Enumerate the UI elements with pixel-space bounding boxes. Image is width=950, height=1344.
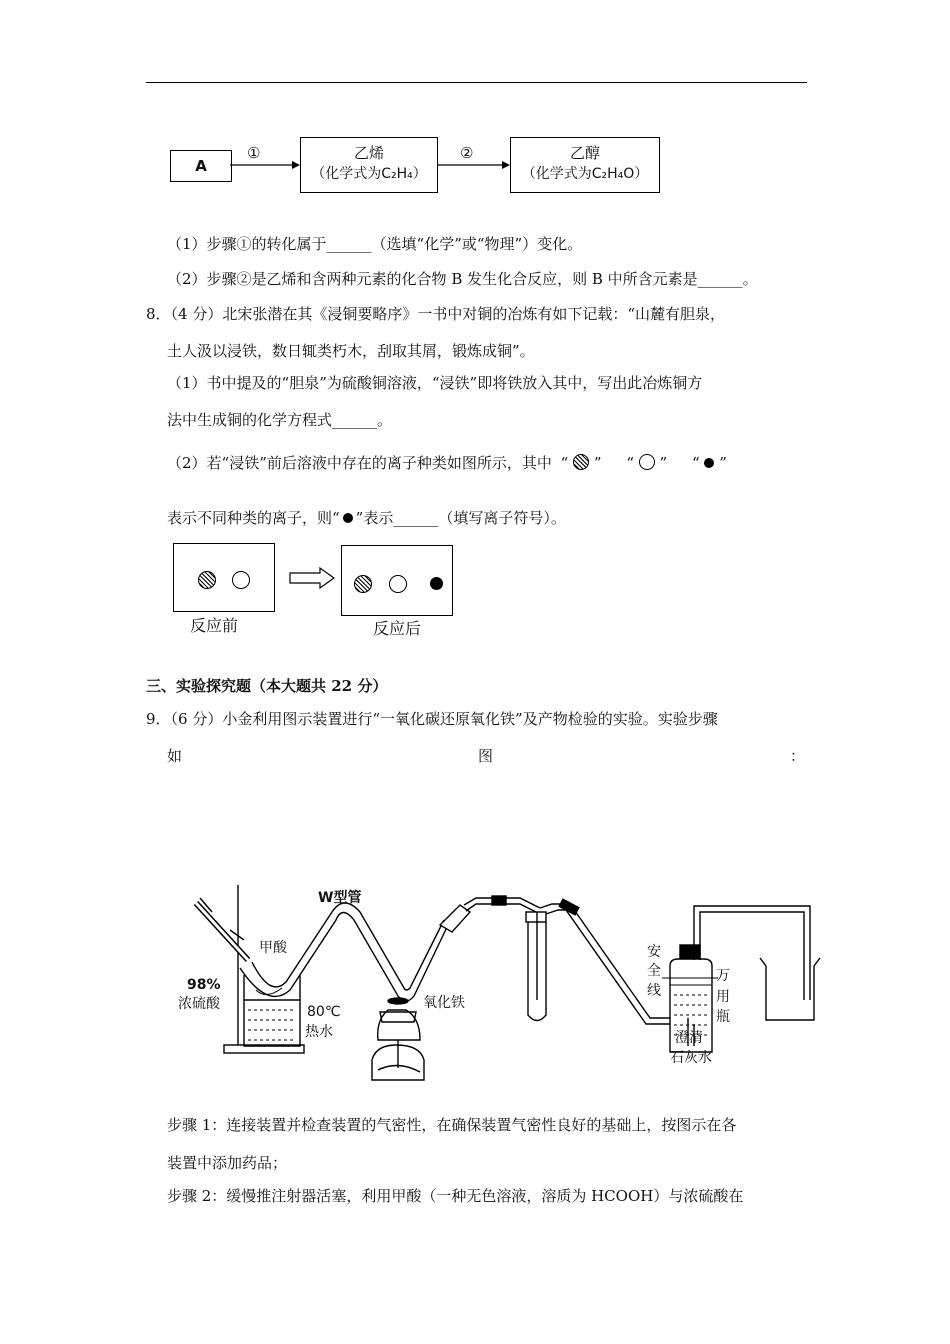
q8-line1: 8．（4 分）北宋张潜在其《浸铜要略序》一书中对铜的冶炼有如下记载：“山麓有胆泉， [146, 305, 726, 323]
box-a-label: A [195, 157, 207, 175]
safety-label-3: 线 [647, 983, 661, 999]
ethanol-formula: （化学式为C₂H₄O） [521, 166, 649, 182]
hot-water-label: 热水 [305, 1024, 333, 1040]
q8-line5-text: （2）若“浸铁”前后溶液中存在的离子种类如图所示，其中 [167, 454, 552, 472]
safety-label-2: 全 [647, 963, 661, 979]
q8-line3: （1）书中提及的“胆泉”为硫酸铜溶液，“浸铁”即将铁放入其中，写出此冶炼铜方 [167, 374, 703, 392]
q9-ru: 如 [167, 747, 183, 765]
ethylene-name: 乙烯 [353, 144, 384, 162]
step1b: 装置中添加药品； [167, 1154, 288, 1172]
ethanol-name: 乙醇 [569, 144, 600, 162]
q8-line5: （2）若“浸铁”前后溶液中存在的离子种类如图所示，其中 “ ” “ ” “ ” [167, 454, 727, 472]
w-tube-label: W型管 [318, 890, 362, 906]
acid-name-label: 浓硫酸 [178, 996, 220, 1012]
q7-part2: （2）步骤②是乙烯和含两种元素的化合物 B 发生化合反应，则 B 中所含元素是______。 [167, 270, 758, 288]
iron-oxide-label: 氧化铁 [423, 995, 465, 1011]
label-before: 反应前 [190, 616, 239, 635]
acid-pct-label: 98% [187, 977, 221, 993]
label-after: 反应后 [373, 619, 422, 638]
arrow1-label: ① [247, 144, 261, 162]
safety-label-1: 安 [647, 944, 661, 960]
q8-line2: 土人汲以浸铁，数日辄类朽木，刮取其屑，锻炼成铜”。 [167, 342, 535, 360]
q8-line6b: ”表示______（填写离子符号）。 [355, 509, 566, 527]
hot-water-temp-label: 80℃ [307, 1004, 341, 1020]
formic-acid-label: 甲酸 [259, 940, 287, 956]
q8-line6a: 表示不同种类的离子，则“ [167, 509, 340, 527]
step1a: 步骤 1：连接装置并检查装置的气密性，在确保装置气密性良好的基础上，按图示在各 [167, 1116, 737, 1134]
q9-colon: ： [790, 747, 806, 765]
step2: 步骤 2：缓慢推注射器活塞，利用甲酸（一种无色溶液，溶质为 HCOOH）与浓硫酸在 [167, 1187, 744, 1205]
limewater-label-1: 澄清 [675, 1030, 703, 1046]
bottle-label-1: 万 [716, 968, 730, 984]
limewater-label-2: 石灰水 [670, 1050, 712, 1066]
q9-tu: 图 [478, 747, 494, 765]
bottle-label-3: 瓶 [716, 1009, 730, 1025]
arrow2-label: ② [460, 144, 474, 162]
section3-title: 三、实验探究题（本大题共 22 分） [146, 677, 388, 695]
ethylene-formula: （化学式为C₂H₄） [311, 166, 427, 182]
bottle-label-2: 用 [716, 989, 730, 1005]
q7-part1: （1）步骤①的转化属于______（选填“化学”或“物理”）变化。 [167, 235, 583, 253]
q8-line4: 法中生成铜的化学方程式______。 [167, 411, 393, 429]
q9-line1: 9．（6 分）小金利用图示装置进行“一氧化碳还原氧化铁”及产物检验的实验。实验步骤 [146, 710, 718, 728]
